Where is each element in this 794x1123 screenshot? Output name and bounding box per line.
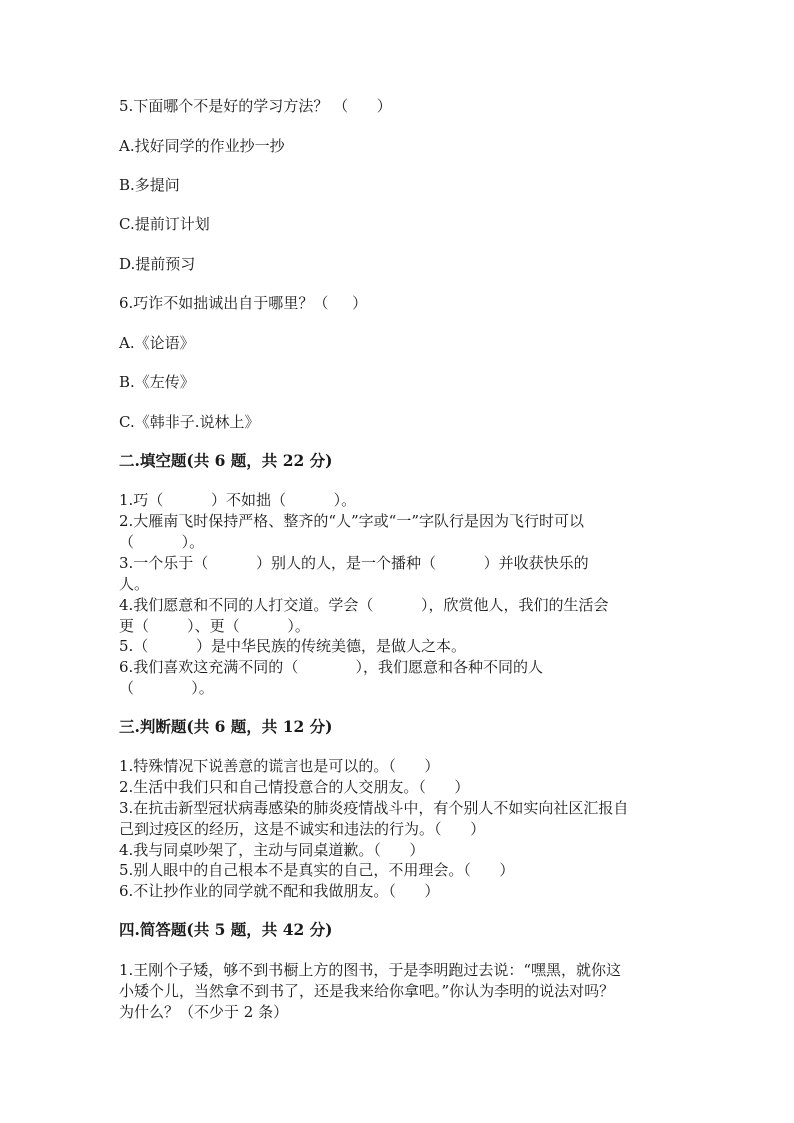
fill-line: 4.我们愿意和不同的人打交道。学会（ ），欣赏他人，我们的生活会 — [119, 596, 609, 614]
section-fill-heading: 二.填空题(共 6 题，共 22 分) — [119, 451, 333, 470]
judge-line: 4.我与同桌吵架了，主动与同桌道歉。（ ） — [119, 841, 425, 859]
fill-line: 人。 — [119, 575, 150, 593]
question-5-option-c: C.提前订计划 — [119, 215, 210, 233]
question-5-stem: 5.下面哪个不是好的学习方法？ （ ） — [119, 97, 392, 115]
question-6-stem: 6.巧诈不如拙诚出自于哪里？（ ） — [119, 294, 368, 312]
judge-line: 6.不让抄作业的同学就不配和我做朋友。（ ） — [119, 882, 440, 900]
judge-line: 己到过疫区的经历，这是不诚实和违法的行为。（ ） — [119, 820, 486, 838]
short-line: 小矮个儿，当然拿不到书了，还是我来给你拿吧。”你认为李明的说法对吗？ — [119, 982, 615, 1000]
judge-line: 3.在抗击新型冠状病毒感染的肺炎疫情战斗中，有个别人不如实向社区汇报自 — [119, 799, 629, 817]
section-judge-heading: 三.判断题(共 6 题，共 12 分) — [119, 717, 333, 736]
question-6-option-b: B.《左传》 — [119, 373, 195, 391]
short-line: 1.王刚个子矮，够不到书橱上方的图书，于是李明跑过去说：“嘿黑，就你这 — [119, 961, 621, 979]
section-short-heading: 四.简答题(共 5 题，共 42 分) — [119, 920, 333, 939]
fill-line: 2.大雁南飞时保持严格、整齐的“人”字或“一”字队行是因为飞行时可以 — [119, 512, 584, 530]
question-5-option-b: B.多提问 — [119, 176, 180, 194]
short-line: 为什么？（不少于 2 条） — [119, 1003, 289, 1021]
judge-line: 1.特殊情况下说善意的谎言也是可以的。（ ） — [119, 757, 440, 775]
fill-line: 6.我们喜欢这充满不同的（ ），我们愿意和各种不同的人 — [119, 658, 544, 676]
question-5-option-d: D.提前预习 — [119, 255, 196, 273]
fill-line: （ ）。 — [119, 679, 214, 697]
question-6-option-c: C.《韩非子.说林上》 — [119, 413, 260, 431]
fill-line: 5.（ ）是中华民族的传统美德，是做人之本。 — [119, 637, 466, 655]
judge-line: 2.生活中我们只和自己情投意合的人交朋友。（ ） — [119, 778, 470, 796]
question-5-option-a: A.找好同学的作业抄一抄 — [119, 137, 285, 155]
judge-line: 5.别人眼中的自己根本不是真实的自己，不用理会。（ ） — [119, 861, 515, 879]
fill-line: 3.一个乐于（ ）别人的人，是一个播种（ ）并收获快乐的 — [119, 554, 589, 572]
fill-line: 更（ ）、更（ ）。 — [119, 617, 310, 635]
fill-line: （ ）。 — [119, 533, 205, 551]
question-6-option-a: A.《论语》 — [119, 334, 195, 352]
fill-line: 1.巧（ ）不如拙（ ）。 — [119, 491, 357, 509]
